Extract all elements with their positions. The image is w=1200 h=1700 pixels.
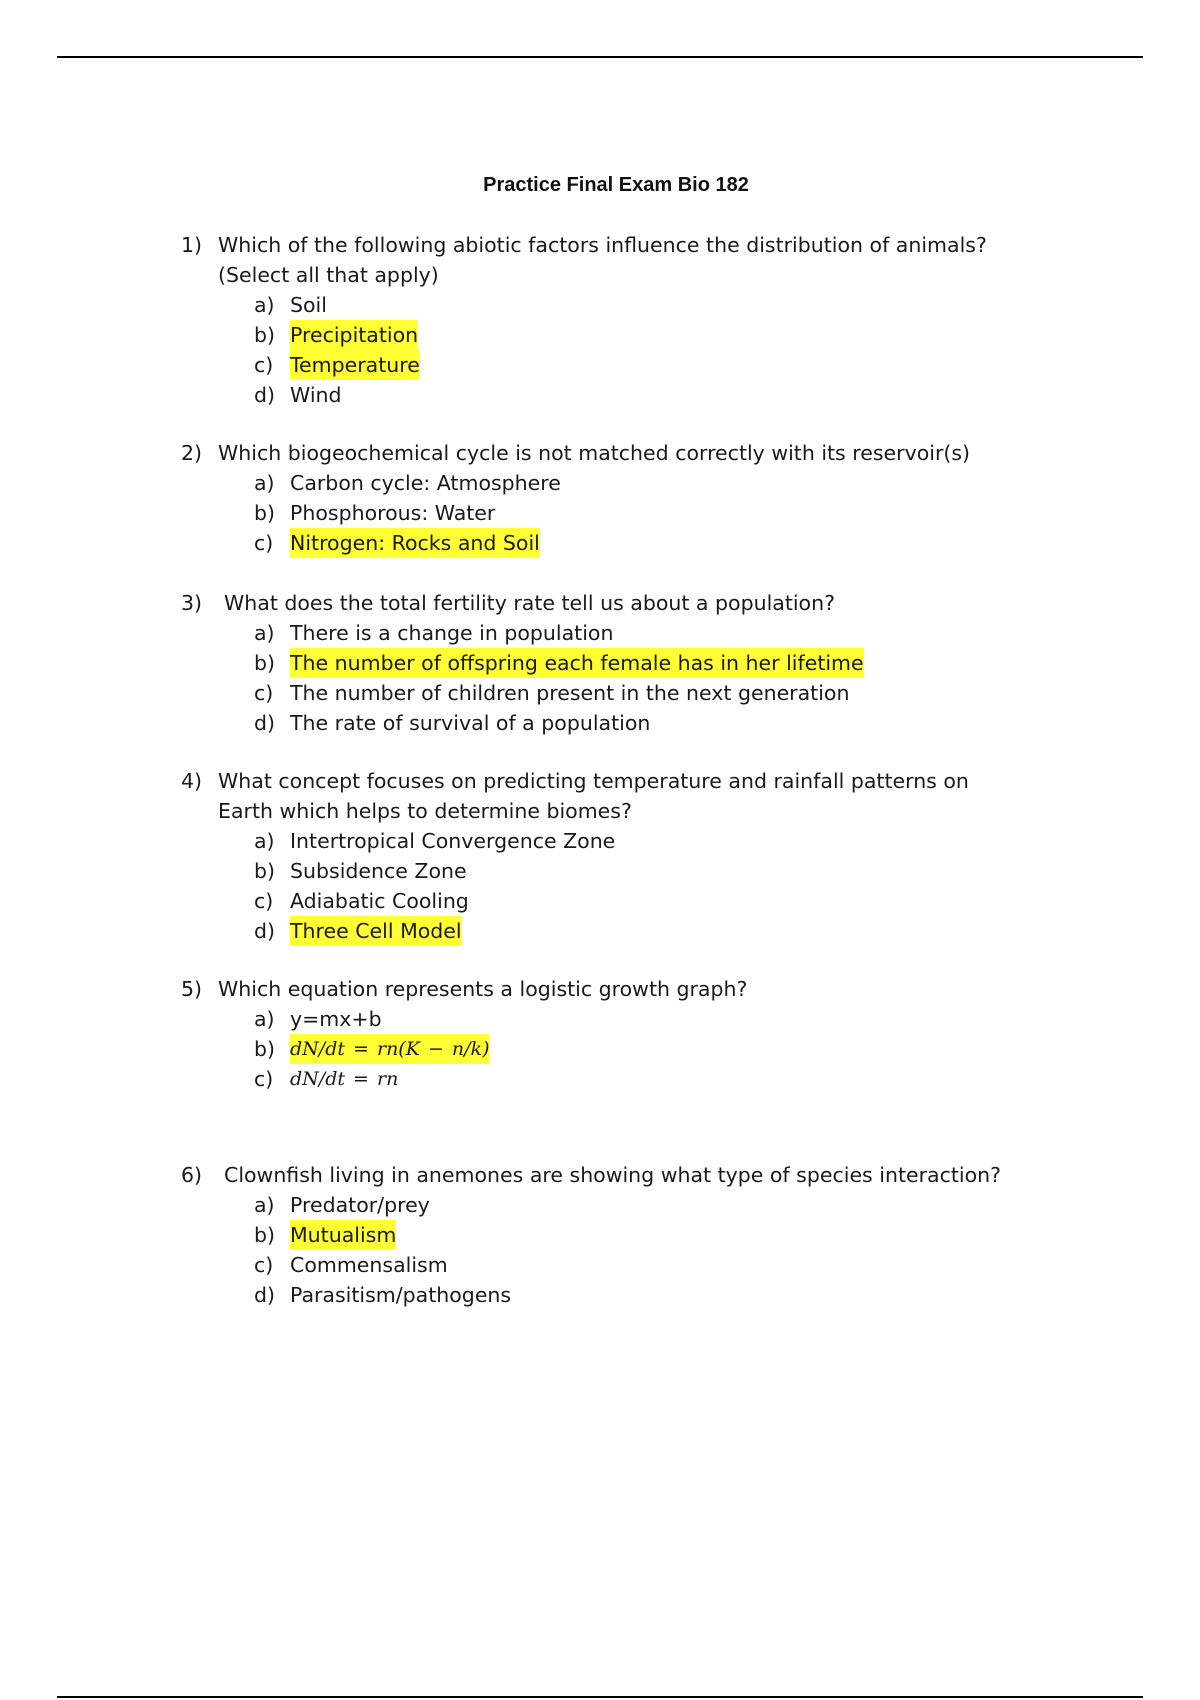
option-letter: b) (254, 1223, 276, 1247)
option-list (181, 290, 1101, 410)
option-c (181, 1064, 1101, 1094)
question-text: What does the total fertility rate tell us about a population? (224, 591, 835, 615)
question-2 (181, 438, 1101, 558)
option-letter: d) (254, 711, 276, 735)
question-1 (181, 230, 1101, 410)
option-letter: b) (254, 1037, 276, 1061)
question-number: 4) (181, 769, 203, 793)
option-b (181, 856, 1101, 886)
option-text: Intertropical Convergence Zone (290, 829, 616, 853)
header-rule (57, 56, 1143, 58)
question-6 (181, 1160, 1101, 1310)
option-c (181, 528, 1101, 558)
option-letter: d) (254, 1283, 276, 1307)
option-text-highlighted: Precipitation (290, 320, 418, 350)
option-text-highlighted: Nitrogen: Rocks and Soil (290, 528, 540, 558)
option-text: Soil (290, 293, 327, 317)
question-number: 1) (181, 233, 203, 257)
option-letter: d) (254, 919, 276, 943)
question-text-continued: (Select all that apply) (218, 263, 439, 287)
option-c (181, 886, 1101, 916)
option-letter: c) (254, 531, 274, 555)
option-b (181, 1220, 1101, 1250)
option-list (181, 826, 1101, 946)
question-text: Clownfish living in anemones are showing what type of species interaction? (224, 1163, 1001, 1187)
question-number: 6) (181, 1163, 203, 1187)
option-letter: a) (254, 1193, 275, 1217)
question-4 (181, 766, 1101, 946)
option-c (181, 350, 1101, 380)
option-text: The rate of survival of a population (290, 711, 651, 735)
option-c (181, 1250, 1101, 1280)
option-letter: b) (254, 651, 276, 675)
option-letter: c) (254, 353, 274, 377)
footer-rule (57, 1696, 1143, 1698)
option-letter: a) (254, 471, 275, 495)
option-text: Commensalism (290, 1253, 448, 1277)
question-number: 5) (181, 977, 203, 1001)
option-text: Subsidence Zone (290, 859, 467, 883)
option-d (181, 1280, 1101, 1310)
option-letter: c) (254, 889, 274, 913)
option-d (181, 708, 1101, 738)
option-a (181, 618, 1101, 648)
option-list (181, 618, 1101, 738)
question-text: What concept focuses on predicting temperature and rainfall patterns on (218, 769, 969, 793)
option-text: Parasitism/pathogens (290, 1283, 512, 1307)
option-b (181, 498, 1101, 528)
option-letter: b) (254, 501, 276, 525)
option-text: y=mx+b (290, 1007, 382, 1031)
option-letter: a) (254, 621, 275, 645)
option-letter: d) (254, 383, 276, 407)
equation: dN/dt = rn (290, 1068, 399, 1090)
option-letter: c) (254, 1253, 274, 1277)
question-number: 2) (181, 441, 203, 465)
option-c (181, 678, 1101, 708)
option-text: The number of children present in the next generation (290, 681, 850, 705)
option-letter: c) (254, 1067, 274, 1091)
question-text: Which biogeochemical cycle is not matched correctly with its reservoir(s) (218, 441, 971, 465)
option-text: There is a change in population (290, 621, 614, 645)
option-text: Wind (290, 383, 342, 407)
question-3 (181, 588, 1101, 738)
option-a (181, 290, 1101, 320)
option-text: Predator/prey (290, 1193, 430, 1217)
option-letter: a) (254, 829, 275, 853)
option-a (181, 826, 1101, 856)
option-text: Phosphorous: Water (290, 501, 496, 525)
page-title: Practice Final Exam Bio 182 (483, 174, 749, 196)
option-text-highlighted: The number of offspring each female has in her lifetime (290, 648, 864, 678)
option-b (181, 320, 1101, 350)
option-text-highlighted: Mutualism (290, 1220, 396, 1250)
option-letter: b) (254, 323, 276, 347)
option-text-highlighted: Three Cell Model (290, 916, 462, 946)
option-text: Carbon cycle: Atmosphere (290, 471, 561, 495)
option-d (181, 916, 1101, 946)
question-5 (181, 974, 1101, 1094)
option-b (181, 1034, 1101, 1064)
equation-highlighted: dN/dt = rn(K − n/k) (290, 1034, 489, 1064)
question-text: Which equation represents a logistic growth graph? (218, 977, 748, 1001)
option-letter: a) (254, 1007, 275, 1031)
question-text-continued: Earth which helps to determine biomes? (218, 799, 632, 823)
option-letter: b) (254, 859, 276, 883)
option-a (181, 1004, 1101, 1034)
option-b (181, 648, 1101, 678)
option-list (181, 1190, 1101, 1310)
question-text: Which of the following abiotic factors influence the distribution of animals? (218, 233, 987, 257)
option-d (181, 380, 1101, 410)
option-a (181, 468, 1101, 498)
option-text-highlighted: Temperature (290, 350, 420, 380)
option-letter: c) (254, 681, 274, 705)
option-text: Adiabatic Cooling (290, 889, 469, 913)
option-letter: a) (254, 293, 275, 317)
option-list (181, 1004, 1101, 1094)
question-number: 3) (181, 591, 203, 615)
option-list (181, 468, 1101, 558)
option-a (181, 1190, 1101, 1220)
